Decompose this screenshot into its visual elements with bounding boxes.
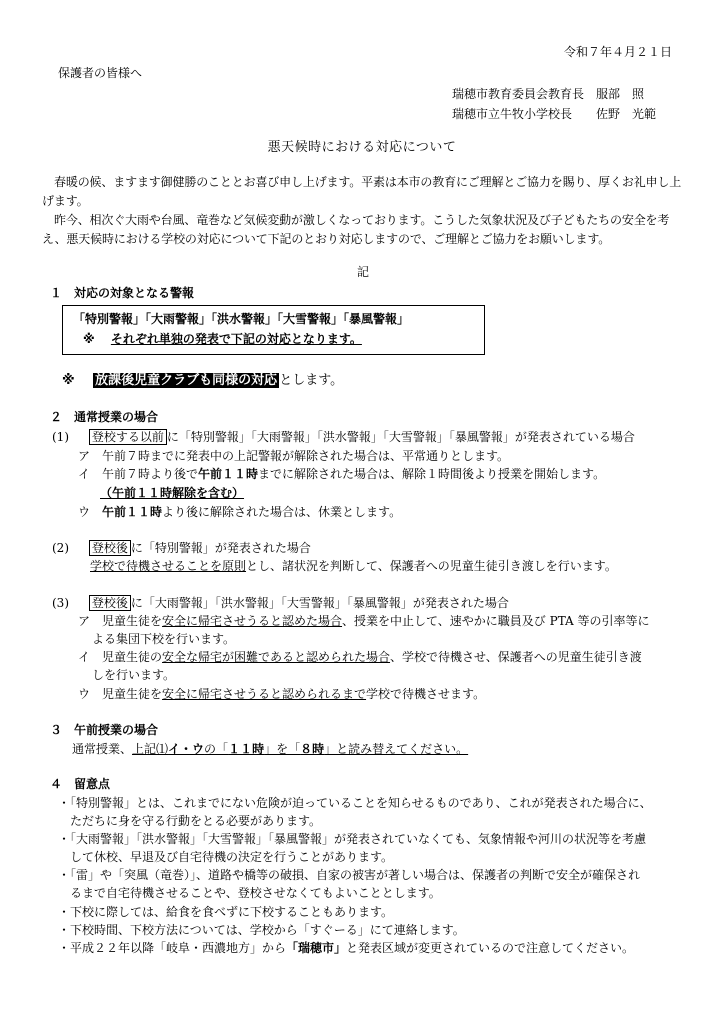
alert-note: それぞれ単独の発表で下記の対応となります。 xyxy=(110,332,362,346)
case-1-a-text: 午前７時までに発表中の上記警報が解除された場合は、平常通りとします。 xyxy=(102,449,510,463)
case-1-u-bold-time: 午前１１時 xyxy=(102,505,163,519)
case-2-number: (2) xyxy=(52,541,69,555)
note-mark: ※ xyxy=(83,332,95,346)
sender-education-superintendent: 瑞穂市教育委員会教育長 服部 照 xyxy=(452,87,645,101)
s3-b1: イ・ウ xyxy=(168,742,205,756)
note-item-6-pre: ・平成２２年以降「岐阜・西濃地方」から xyxy=(58,941,287,955)
note-item-4: ・下校に際しては、給食を食べずに下校することもあります。 xyxy=(58,905,394,919)
date: 令和７年４月２１日 xyxy=(563,45,672,59)
sender-principal: 瑞穂市立牛牧小学校長 佐野 光範 xyxy=(452,107,657,121)
case-2-text: に「特別警報」が発表された場合 xyxy=(130,541,311,555)
after-school-club-highlight: 放課後児童クラブも同様の対応 xyxy=(95,373,278,388)
section-3-heading: ３ 午前授業の場合 xyxy=(50,723,159,737)
case-1-number: (1) xyxy=(52,430,69,444)
s3-b2: １１時 xyxy=(228,742,265,756)
case-3-u-pre: 児童生徒を xyxy=(102,687,163,701)
alert-list-box xyxy=(62,305,485,355)
s3-u1: 上記⑴ xyxy=(132,742,169,756)
case-3-a-pre: 児童生徒を xyxy=(102,614,163,628)
note-item-3-line2: るまで自宅待機させることや、登校させなくてもよいこととします。 xyxy=(70,886,441,900)
case-3-i-label: イ xyxy=(78,650,91,664)
case-3-a-line2: よる集団下校を行います。 xyxy=(92,632,236,646)
case-1-i-bold-time: 午前１１時 xyxy=(198,467,259,481)
note-item-6-bold: 「瑞穂市」 xyxy=(286,941,347,955)
case-1-i-note: （午前１１時解除を含む） xyxy=(100,486,245,500)
section-4-heading: ４ 留意点 xyxy=(50,777,111,791)
case-3-u-label: ウ xyxy=(78,687,91,701)
note-item-1-line1: ・「特別警報」とは、これまでにない危険が迫っていることを知らせるものであり、これが発表された場合に、 xyxy=(58,796,652,810)
case-1-i-post: までに解除された場合は、解除１時間後より授業を開始します。 xyxy=(258,467,606,481)
note-item-2-line1: ・「大雨警報」「洪水警報」「大雪警報」「暴風警報」が発表されていなくても、気象情報や河川の状況等を考慮 xyxy=(58,832,647,846)
section-2-heading: ２ 通常授業の場合 xyxy=(50,410,159,424)
ki-label: 記 xyxy=(357,265,370,279)
case-3-i-underlined: 安全な帰宅が困難であると認められた場合 xyxy=(162,650,391,664)
addressee: 保護者の皆様へ xyxy=(58,66,143,80)
case-3-i-pre: 児童生徒の xyxy=(102,650,163,664)
case-1-i-label: イ xyxy=(78,467,91,481)
case-3-i-post: 、学校で待機させ、保護者への児童生徒引き渡 xyxy=(390,650,642,664)
before-school-boxed: 登校する以前 xyxy=(89,429,167,445)
after-arrival-boxed-2: 登校後 xyxy=(89,595,131,611)
after-arrival-boxed: 登校後 xyxy=(89,540,131,556)
case-2-rest: とし、諸状況を判断して、保護者への児童生徒引き渡しを行います。 xyxy=(246,559,617,573)
note-item-5: ・下校時間、下校方法については、学校から「すぐーる」にて連絡します。 xyxy=(58,923,465,937)
note-item-3-line1: ・「雷」や「突風（竜巻）」、道路や橋等の破損、自家の被害が著しい場合は、保護者の判断で安全が確保され xyxy=(58,868,641,882)
case-3-a-post: 、授業を中止して、速やかに職員及び PTA 等の引率等に xyxy=(342,614,650,628)
section-1-heading: １ 対応の対象となる警報 xyxy=(50,286,195,300)
case-3-u-underlined: 安全に帰宅させうると認められるまで xyxy=(162,687,367,701)
page-title: 悪天候時における対応について xyxy=(267,140,457,155)
case-3-a-label: ア xyxy=(78,614,91,628)
s3-u4: 」と読み替えてください。 xyxy=(324,742,469,756)
case-3-a-underlined: 安全に帰宅させうると認めた場合 xyxy=(162,614,343,628)
case-3-number: (3) xyxy=(52,596,69,610)
case-1-i-pre: 午前７時より後で xyxy=(102,467,199,481)
case-1-u-label: ウ xyxy=(78,505,91,519)
case-3-text: に「大雨警報」「洪水警報」「大雪警報」「暴風警報」が発表された場合 xyxy=(130,596,509,610)
case-1-a-label: ア xyxy=(78,449,91,463)
s3-pre: 通常授業、 xyxy=(72,742,133,756)
note-item-6-post: と発表区域が変更されているので注意してください。 xyxy=(346,941,635,955)
after-school-note-mark: ※ xyxy=(62,373,75,388)
case-3-i-line2: しを行います。 xyxy=(92,668,176,682)
s3-u3: 」を「 xyxy=(264,742,301,756)
case-1-text: に「特別警報」「大雨警報」「洪水警報」「大雪警報」「暴風警報」が発表されている場合 xyxy=(166,430,635,444)
s3-u2: の「 xyxy=(204,742,229,756)
case-1-u-post: より後に解除された場合は、休業とします。 xyxy=(162,505,402,519)
s3-b3: ８時 xyxy=(300,742,325,756)
case-1-header xyxy=(52,429,635,445)
note-item-1-line2: ただちに身を守る行動をとる必要があります。 xyxy=(70,814,322,828)
alert-list: 「特別警報」「大雨警報」「洪水警報」「大雪警報」「暴風警報」 xyxy=(73,312,410,326)
note-item-2-line2: して休校、早退及び自宅待機の決定を行うことがあります。 xyxy=(70,850,394,864)
intro-paragraph-2: 昨今、相次ぐ大雨や台風、竜巻など気候変動が激しくなっております。こうした気象状況及び子どもたちの安全を考え、悪天候時における学校の対応について下記のとおり対応しますので、ご理解とご協力をお願いします。 xyxy=(42,213,670,246)
intro-paragraph-1: 春暖の候、ますます御健勝のこととお喜び申し上げます。平素は本市の教育にご理解とご協力を賜り、厚くお礼申し上げます。 xyxy=(42,175,682,208)
case-2-underlined: 学校で待機させることを原則 xyxy=(90,559,247,573)
case-3-u-post: 学校で待機させます。 xyxy=(366,687,486,701)
after-school-note-rest: とします。 xyxy=(279,373,344,388)
